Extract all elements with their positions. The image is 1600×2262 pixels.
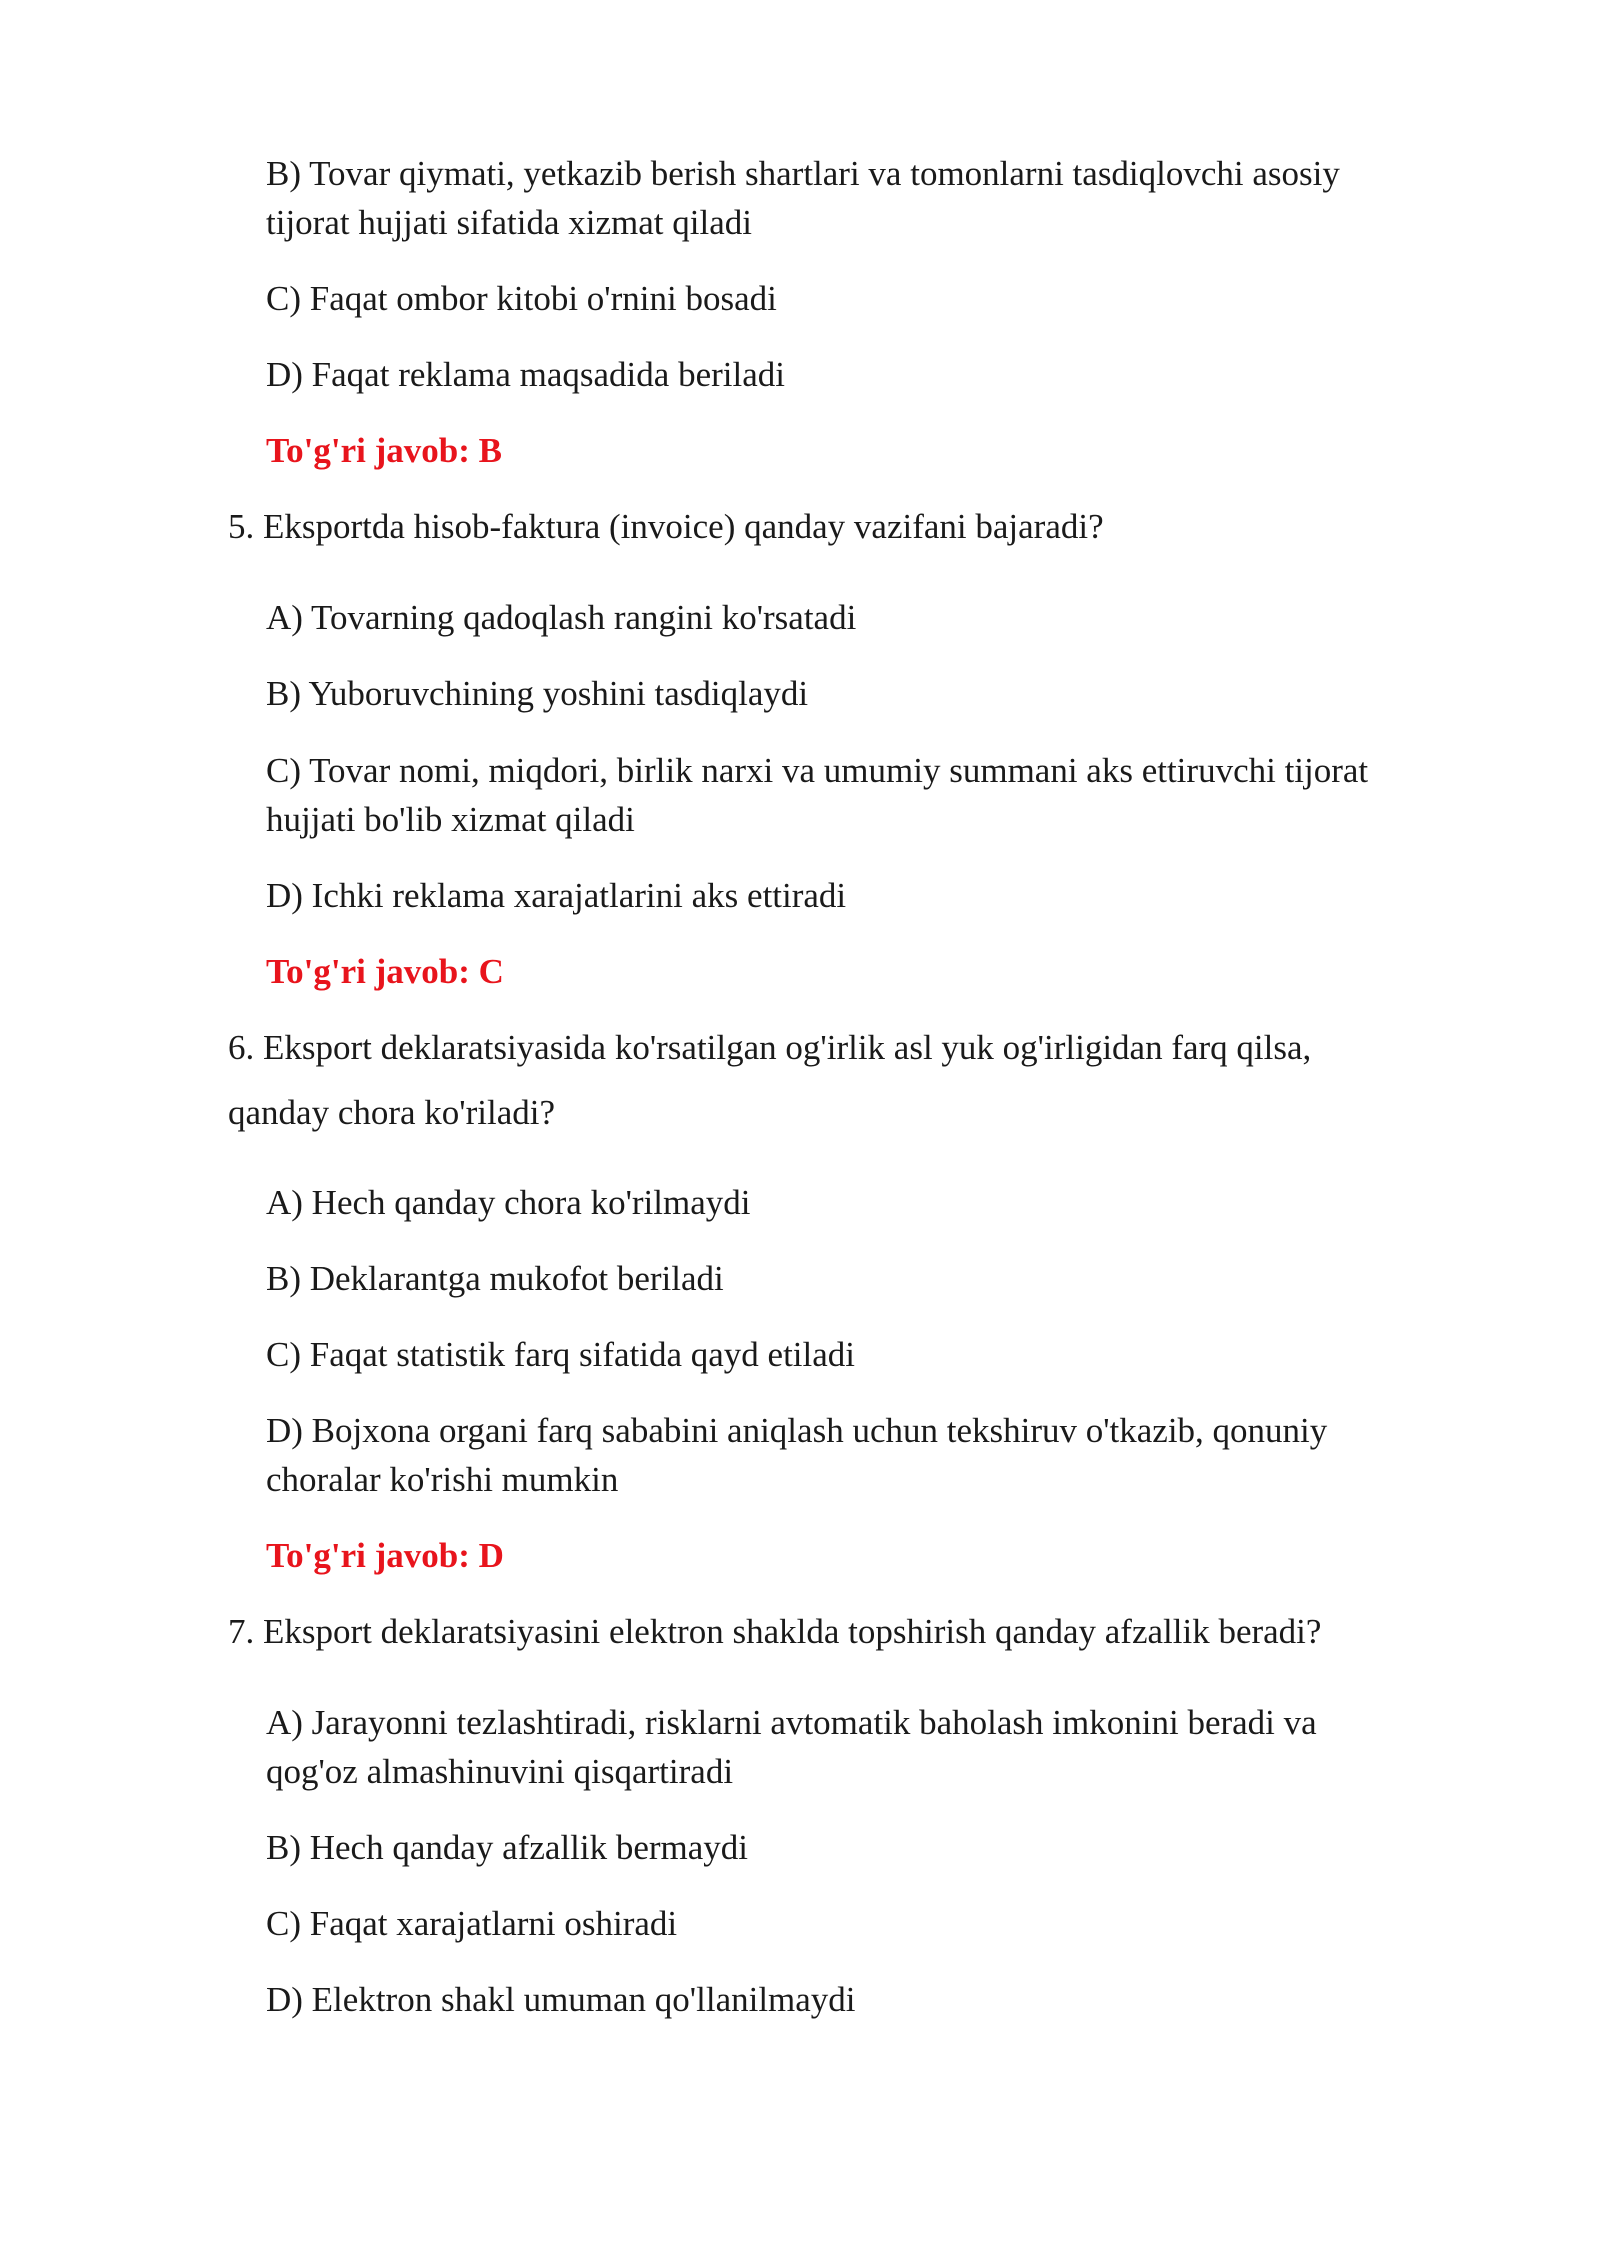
q5-answer: To'g'ri javob: C <box>266 952 504 991</box>
question-7-text: 7. Eksport deklaratsiyasini elektron shaklda topshirish qanday afzallik beradi? <box>228 1612 1322 1651</box>
q5-option-b: B) Yuboruvchining yoshini tasdiqlaydi <box>266 674 809 713</box>
q6-option-d-line2: choralar ko'rishi mumkin <box>266 1460 619 1499</box>
q7-option-c: C) Faqat xarajatlarni oshiradi <box>266 1904 678 1943</box>
q6-option-d-line1: D) Bojxona organi farq sababini aniqlash uchun tekshiruv o'tkazib, qonuniy <box>266 1411 1328 1450</box>
q6-answer: To'g'ri javob: D <box>266 1536 504 1575</box>
q6-option-a: A) Hech qanday chora ko'rilmaydi <box>266 1183 751 1222</box>
question-6-text-line1: 6. Eksport deklaratsiyasida ko'rsatilgan og'irlik asl yuk og'irligidan farq qilsa, <box>228 1028 1312 1067</box>
q7-option-a-line1: A) Jarayonni tezlashtiradi, risklarni avtomatik baholash imkonini beradi va <box>266 1703 1317 1742</box>
q7-option-a-line2: qog'oz almashinuvini qisqartiradi <box>266 1752 734 1791</box>
q5-option-d: D) Ichki reklama xarajatlarini aks ettiradi <box>266 876 847 915</box>
prev-option-b-line1: B) Tovar qiymati, yetkazib berish shartlari va tomonlarni tasdiqlovchi asosiy <box>266 154 1340 193</box>
q7-option-b: B) Hech qanday afzallik bermaydi <box>266 1828 749 1867</box>
question-6-text-line2: qanday chora ko'riladi? <box>228 1093 555 1132</box>
prev-option-b-line2: tijorat hujjati sifatida xizmat qiladi <box>266 203 752 242</box>
q6-option-b: B) Deklarantga mukofot beriladi <box>266 1259 724 1298</box>
prev-option-c: C) Faqat ombor kitobi o'rnini bosadi <box>266 279 777 318</box>
prev-option-d: D) Faqat reklama maqsadida beriladi <box>266 355 785 394</box>
prev-answer: To'g'ri javob: B <box>266 431 502 470</box>
q5-option-c-line2: hujjati bo'lib xizmat qiladi <box>266 800 635 839</box>
q5-option-a: A) Tovarning qadoqlash rangini ko'rsatadi <box>266 598 857 637</box>
q6-option-c: C) Faqat statistik farq sifatida qayd etiladi <box>266 1335 856 1374</box>
question-5-text: 5. Eksportda hisob-faktura (invoice) qanday vazifani bajaradi? <box>228 507 1104 546</box>
q5-option-c-line1: C) Tovar nomi, miqdori, birlik narxi va umumiy summani aks ettiruvchi tijorat <box>266 751 1369 790</box>
q7-option-d: D) Elektron shakl umuman qo'llanilmaydi <box>266 1980 856 2019</box>
